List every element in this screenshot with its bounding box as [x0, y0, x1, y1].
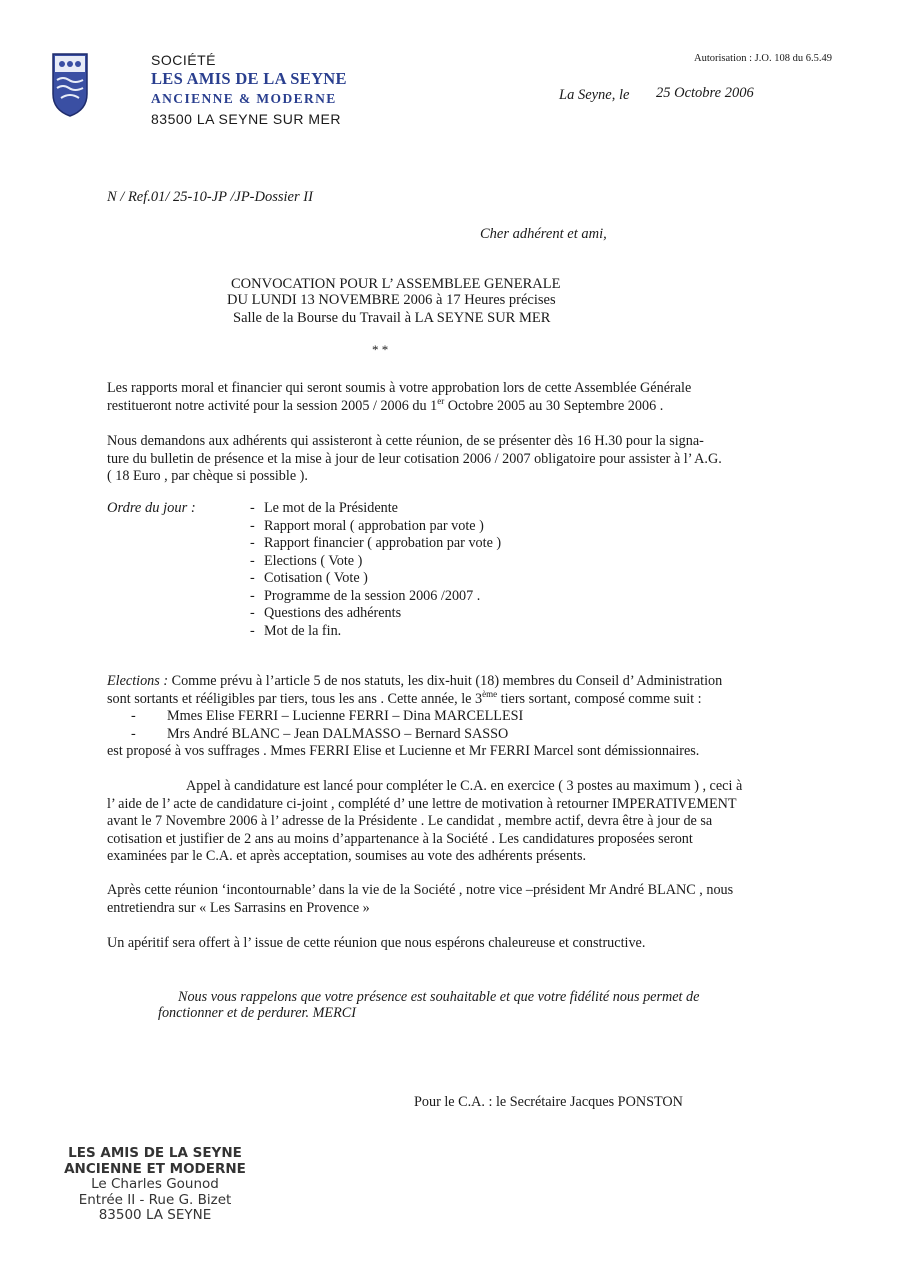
title-line3: Salle de la Bourse du Travail à LA SEYNE SUR MER [233, 310, 551, 326]
paragraph-aperitif [107, 935, 645, 953]
agenda-item-text: Elections ( Vote ) [264, 552, 363, 569]
bullet-dash: - [250, 587, 255, 604]
paragraph-line: cotisation et justifier de 2 ans au moins d’appartenance à la Société . Les candidatures proposées seront [107, 830, 693, 847]
paragraph-line: Un apéritif sera offert à l’ issue de cette réunion que nous espérons chaleureuse et constructive. [107, 935, 646, 951]
bullet-dash: - [250, 605, 255, 621]
agenda-item-text: Mot de la fin. [264, 622, 342, 639]
paragraph-line: Après cette réunion ‘incontournable’ dans la vie de la Société , notre vice –président Mr André BLANC , nous [107, 882, 734, 898]
agenda-item [250, 500, 501, 518]
agenda-item [250, 605, 501, 623]
closing-line1: Nous vous rappelons que votre présence est souhaitable et que votre fidélité nous permet de [178, 989, 700, 1005]
member-row: - Mrs André BLANC – Jean DALMASSO – Bernard SASSO [131, 725, 509, 742]
stamp-line: LES AMIS DE LA SEYNE [68, 1145, 242, 1161]
elections-label: Elections : [107, 673, 169, 689]
paragraph-line: l’ aide de l’ acte de candidature ci-joint , complété d’ une lettre de motivation à retourner IMPERATIVEMENT [107, 795, 737, 812]
agenda-item [250, 570, 501, 588]
paragraph-reports [107, 380, 691, 415]
address-stamp [55, 1146, 255, 1224]
agenda-item-text: Rapport moral ( approbation par vote ) [264, 517, 484, 534]
paragraph-line: sont sortants et rééligibles par tiers, tous les ans . Cette année, le 3ème tiers sortant, composé comme suit : [107, 688, 702, 707]
paragraph-attendance [107, 433, 722, 486]
paragraph-line: Elections : Comme prévu à l’article 5 de nos statuts, les dix-huit (18) membres du Conseil d’ Administration [107, 673, 723, 689]
paragraph-line: examinées par le C.A. et après acceptation, soumises au vote des adhérents présents. [107, 848, 587, 864]
paragraph-line: Les rapports moral et financier qui seront soumis à votre approbation lors de cette Assemblée Générale [107, 380, 692, 396]
paragraph-line: entretiendra sur « Les Sarrasins en Provence » [107, 899, 370, 916]
crest-logo [51, 52, 89, 118]
title-line2: DU LUNDI 13 NOVEMBRE 2006 à 17 Heures précises [227, 292, 556, 308]
paragraph-line: ture du bulletin de présence et la mise à jour de leur cotisation 2006 / 2007 obligatoire pour assister à l’ A.G. [107, 450, 722, 467]
paragraph-line: est proposé à vos suffrages . Mmes FERRI Elise et Lucienne et Mr FERRI Marcel sont démissionnaires. [107, 743, 700, 759]
agenda-item [250, 518, 501, 536]
salutation: Cher adhérent et ami, [480, 226, 607, 242]
authorization-note: Autorisation : J.O. 108 du 6.5.49 [694, 53, 832, 64]
society-address: 83500 LA SEYNE SUR MER [151, 111, 341, 127]
agenda-item-text: Programme de la session 2006 /2007 . [264, 587, 481, 604]
stamp-line: 83500 LA SEYNE [98, 1207, 212, 1223]
bullet-dash: - [250, 500, 255, 516]
paragraph-line: restitueront notre activité pour la session 2005 / 2006 du 1er Octobre 2005 au 30 Septembre 2006 . [107, 395, 664, 414]
paragraph-talk [107, 882, 733, 917]
agenda-item-text: Rapport financier ( approbation par vote ) [264, 535, 502, 551]
bullet-dash: - [250, 535, 255, 551]
society-name-line1: LES AMIS DE LA SEYNE [151, 69, 347, 88]
bullet-dash: - [250, 552, 255, 569]
place-label: La Seyne, le [559, 87, 630, 103]
paragraph-line: avant le 7 Novembre 2006 à l’ adresse de la Présidente . Le candidat , membre actif, devra être à jour de sa [107, 813, 713, 829]
paragraph-candidates [107, 778, 742, 866]
bullet-dash: - [250, 622, 255, 639]
agenda-item-text: Le mot de la Présidente [264, 500, 398, 516]
paragraph-line: Appel à candidature est lancé pour compléter le C.A. en exercice ( 3 postes au maximum ) , ceci à [186, 778, 743, 794]
agenda-label: Ordre du jour : [107, 500, 196, 516]
title-line1: CONVOCATION POUR L’ ASSEMBLEE GENERALE [231, 276, 561, 292]
paragraph-elections [107, 673, 722, 761]
signature-line: Pour le C.A. : le Secrétaire Jacques PONSTON [414, 1094, 683, 1110]
agenda-item [250, 623, 501, 641]
letter-date: 25 Octobre 2006 [656, 85, 754, 101]
bullet-dash: - [250, 517, 255, 534]
bullet-dash: - [250, 570, 255, 586]
member-row: - Mmes Elise FERRI – Lucienne FERRI – Dina MARCELLESI [131, 708, 524, 724]
stamp-line: ANCIENNE ET MODERNE [64, 1160, 246, 1177]
society-label: SOCIÉTÉ [151, 52, 216, 68]
agenda-item-text: Questions des adhérents [264, 605, 402, 621]
paragraph-line: Nous demandons aux adhérents qui assisteront à cette réunion, de se présenter dès 16 H.30 pour la signa- [107, 433, 704, 449]
stamp-line: Entrée II - Rue G. Bizet [78, 1191, 232, 1208]
stamp-line: Le Charles Gounod [91, 1176, 219, 1192]
agenda-item-text: Cotisation ( Vote ) [264, 570, 368, 586]
agenda-item [250, 553, 501, 571]
society-name-line2: ANCIENNE & MODERNE [151, 91, 337, 106]
paragraph-line: ( 18 Euro , par chèque si possible ). [107, 468, 308, 484]
separator: * * [372, 342, 389, 357]
agenda-list [250, 500, 501, 640]
closing-line2: fonctionner et de perdurer. MERCI [158, 1005, 356, 1021]
reference: N / Ref.01/ 25-10-JP /JP-Dossier II [107, 189, 313, 205]
agenda-item [250, 535, 501, 553]
agenda-item [250, 588, 501, 606]
